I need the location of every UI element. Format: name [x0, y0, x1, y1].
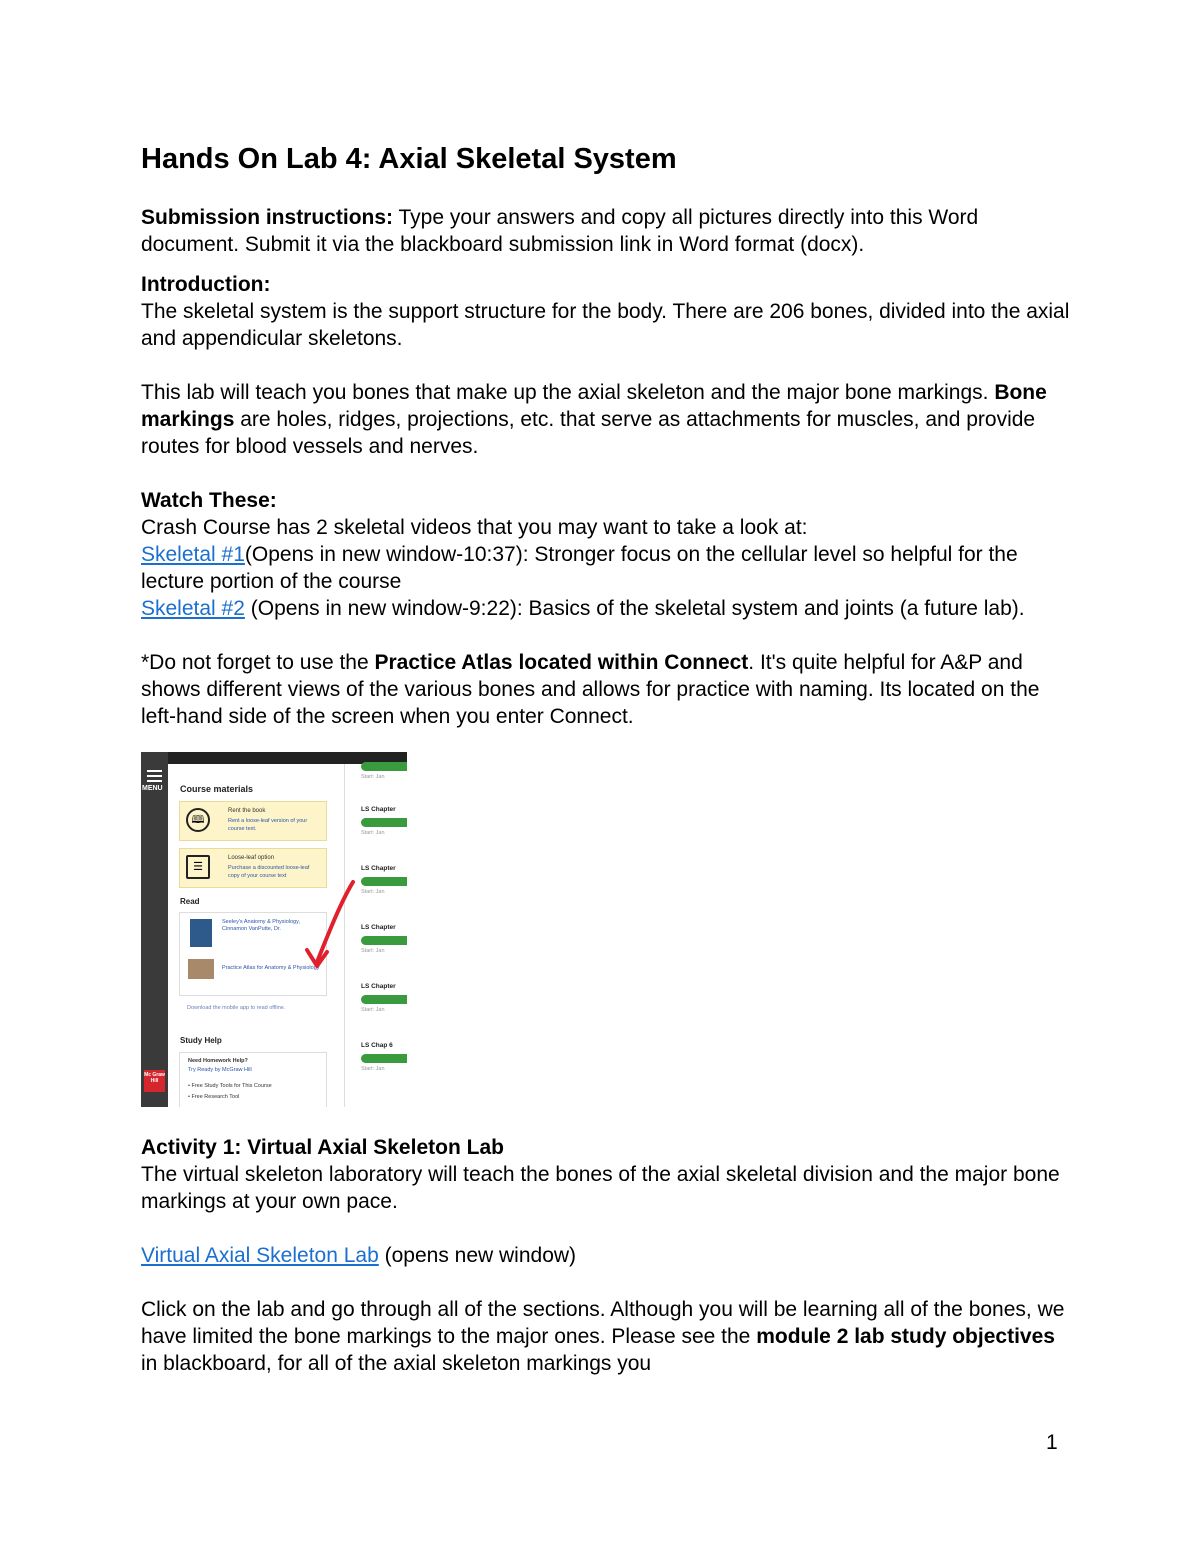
lab-text-after: are holes, ridges, projections, etc. that serve as attachments for muscles, and provide routes for blood vessels and nerves.	[141, 408, 1036, 458]
rent-book-title: Rent the book	[228, 808, 266, 814]
introduction-text: The skeletal system is the support structure for the body. There are 206 bones, divided into the axial and appendicular skeletons.	[141, 300, 1070, 350]
book-icon: 🕮	[186, 808, 210, 832]
mcgraw-hill-logo: Mc Graw Hill	[144, 1070, 165, 1092]
click-text-before: Click on the lab and go through all of the sections. Although you will be learning all of the bones, we have limited the bone markings to the major ones. Please see the	[141, 1298, 1065, 1348]
lab-description	[141, 379, 1071, 460]
assignment-label: LS Chapter	[361, 865, 396, 872]
help-item-2: • Free Research Tool	[188, 1094, 240, 1100]
video-1-description: (Opens in new window-10:37): Stronger focus on the cellular level so helpful for the lecture portion of the course	[141, 543, 1018, 593]
watch-heading	[141, 487, 1071, 514]
atlas-note	[141, 649, 1071, 730]
start-date: Start: Jan	[361, 830, 385, 836]
assignment-label: LS Chapter	[361, 806, 396, 813]
assignment-label: LS Chap 6	[361, 1042, 393, 1049]
video-1-paragraph	[141, 541, 1071, 595]
loose-leaf-text: Purchase a discounted loose-leaf copy of your course text	[228, 865, 310, 879]
start-date: Start: Jan	[361, 774, 385, 780]
start-date: Start: Jan	[361, 1066, 385, 1072]
bone-markings-term: Bone markings	[141, 381, 1047, 431]
loose-leaf-title: Loose-leaf option	[228, 855, 275, 861]
virtual-lab-paragraph	[141, 1242, 1071, 1269]
page-number: 1	[1046, 1431, 1058, 1454]
click-instructions	[141, 1296, 1071, 1377]
course-materials-heading: Course materials	[180, 784, 254, 794]
introduction-heading	[141, 271, 1071, 298]
video-2-description: (Opens in new window-9:22): Basics of the skeletal system and joints (a future lab).	[244, 597, 1025, 620]
rent-book-text: Rent a loose-leaf version of your course text.	[228, 818, 308, 832]
introduction-heading-text: Introduction:	[141, 273, 271, 296]
skeletal-2-link[interactable]: Skeletal #2	[141, 597, 245, 620]
assignment-label: LS Chapter	[361, 983, 396, 990]
assignment-label: LS Chapter	[361, 924, 396, 931]
help-item-1: • Free Study Tools for This Course	[188, 1083, 272, 1089]
activity-1-text: The virtual skeleton laboratory will teach the bones of the axial skeletal division and the major bone markings at your own pace.	[141, 1163, 1060, 1213]
start-date: Start: Jan	[361, 889, 385, 895]
homework-help-title: Need Homework Help?	[188, 1058, 248, 1064]
activity-1-heading-text: Activity 1: Virtual Axial Skeleton Lab	[141, 1136, 504, 1159]
atlas-text-after: . It's quite helpful for A&P and shows different views of the various bones and allows for practice with naming. Its located on the left-hand side of the screen when you enter Connect.	[141, 651, 1040, 728]
read-heading: Read	[180, 897, 200, 906]
start-date: Start: Jan	[361, 948, 385, 954]
practice-atlas-term: Practice Atlas located within Connect	[374, 651, 749, 674]
practice-atlas-title: Practice Atlas for Anatomy & Physiology	[222, 965, 320, 971]
atlas-text-before: *Do not forget to use the	[141, 651, 375, 674]
click-text-after: in blackboard, for all of the axial skeleton markings you	[141, 1352, 652, 1375]
lab-text-before: This lab will teach you bones that make up the axial skeleton and the major bone markings.	[141, 381, 995, 404]
submission-label: Submission instructions:	[141, 206, 394, 229]
activity-1-heading	[141, 1134, 1071, 1161]
study-help-heading: Study Help	[180, 1036, 222, 1045]
study-objectives-term: module 2 lab study objectives	[756, 1325, 1055, 1348]
virtual-axial-skeleton-lab-link[interactable]: Virtual Axial Skeleton Lab	[141, 1244, 379, 1267]
textbook-title: Seeley's Anatomy & Physiology, Cinnamon VanPutte, Dr.	[222, 919, 300, 932]
page-title: Hands On Lab 4: Axial Skeletal System	[141, 143, 677, 175]
start-date: Start: Jan	[361, 1007, 385, 1013]
submission-text: Type your answers and copy all pictures directly into this Word document. Submit it via the blackboard submission link in Word format (docx).	[141, 206, 979, 256]
submission-instructions	[141, 204, 1071, 258]
skeletal-1-link[interactable]: Skeletal #1	[141, 543, 245, 566]
ready-link-text: Try Ready by McGraw Hill	[188, 1067, 252, 1073]
watch-intro: Crash Course has 2 skeletal videos that you may want to take a look at:	[141, 516, 808, 539]
menu-label: MENU	[142, 785, 163, 792]
virtual-lab-description: (opens new window)	[378, 1244, 577, 1267]
download-app-text: Download the mobile app to read offline.	[187, 1005, 286, 1011]
connect-screenshot	[141, 752, 407, 1107]
pages-icon: ☰	[186, 855, 210, 879]
red-arrow-icon	[141, 752, 407, 1107]
watch-heading-text: Watch These:	[141, 489, 277, 512]
video-2-paragraph	[141, 595, 1071, 622]
